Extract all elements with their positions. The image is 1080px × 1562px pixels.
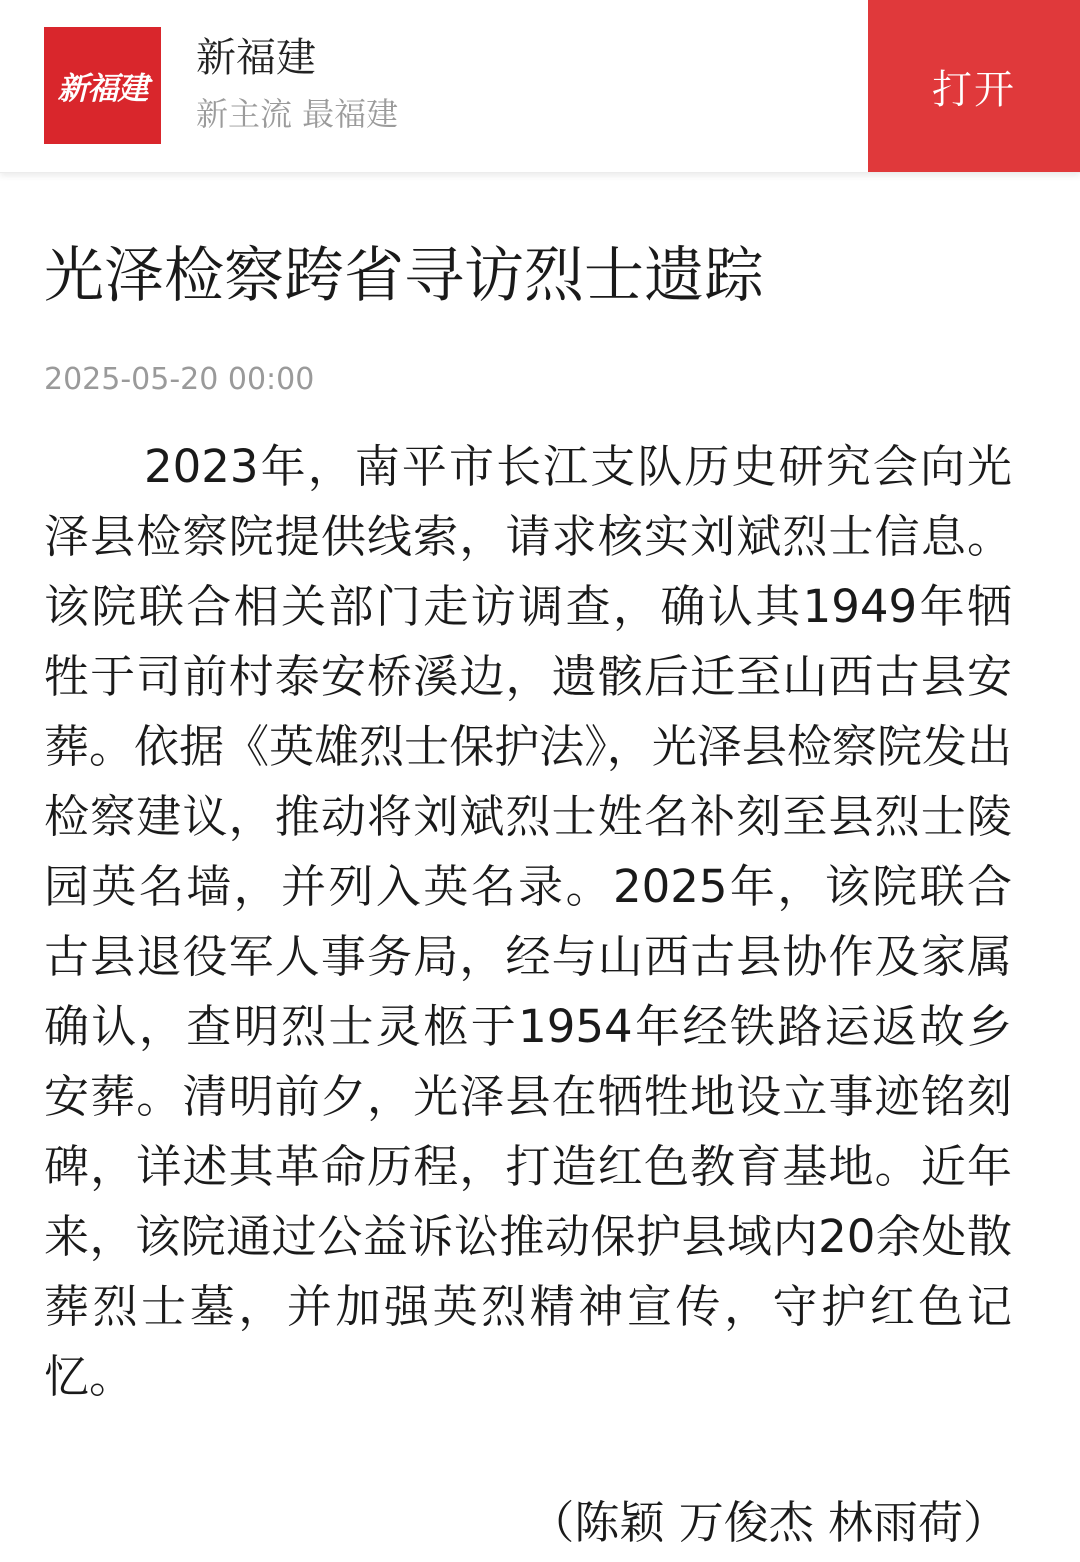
open-app-button[interactable]: 打开 [868,0,1080,172]
article-date: 2025-05-20 00:00 [44,362,315,397]
app-name: 新福建 [196,35,316,81]
article-title: 光泽检察跨省寻访烈士遗踪 [44,241,764,311]
app-slogan: 新主流 最福建 [196,95,399,133]
article-byline: （陈颖 万俊杰 林雨荷） [529,1496,1008,1549]
article-body: 2023年，南平市长江支队历史研究会向光泽县检察院提供线索，请求核实刘斌烈士信息。该院联合相关部门走访调查，确认其1949年牺牲于司前村泰安桥溪边，遗骸后迁至山西古县安葬。依据《英雄烈士保护法》，光泽县检察院发出检察建议，推动将刘斌烈士姓名补刻至县烈士陵园英名墙，并列入英名录。2025年，该院联合古县退役军人事务局，经与山西古县协作及家属确认，查明烈士灵柩于1954年经铁路运返故乡安葬。清明前夕，光泽县在牺牲地设立事迹铭刻碑，详述其革命历程，打造红色教育基地。近年来，该院通过公益诉讼推动保护县域内20余处散葬烈士墓，并加强英烈精神宣传，守护红色记忆。 [44,440,1012,1403]
app-logo[interactable] [44,27,161,144]
app-download-banner [0,0,1080,173]
logo-text: 新福建 [57,71,148,107]
